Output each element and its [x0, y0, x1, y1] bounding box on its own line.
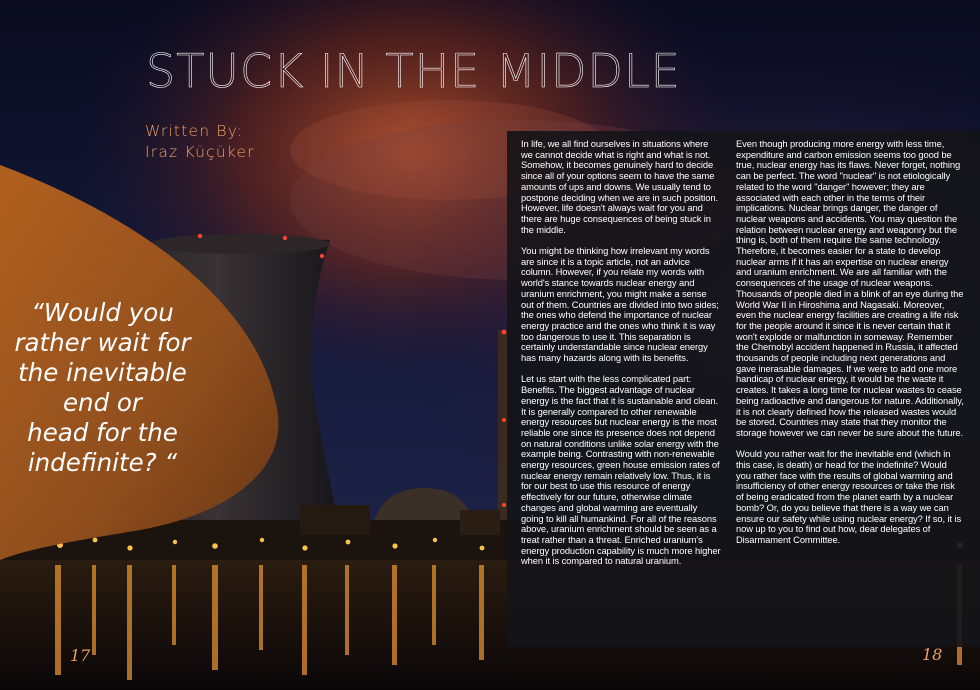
- body-paragraph: Would you rather wait for the inevitable end (which in this case, is death) or head for the indefinite? Would you rather face with the results of global warming and insufficiency of other energy resources or take the risk of being eradicated from the planet earth by a nuclear bomb? Or, do you believe that there is a way we can ensure our safety while using nuclear energy? If so, it is now up to you to find out how, dear delegates of Disarmament Committee.: [736, 448, 962, 545]
- pull-quote-line: “Would you: [31, 298, 174, 327]
- page-number-left: 17: [70, 646, 91, 665]
- body-paragraph: You might be thinking how irrelevant my words are since it is a topic article, not an advice column. However, if you relate my words with world's stance towards nuclear energy and uranium enrichment, you might make a sense out of them. Countries are divided into two sides; the ones who defend the importance of nuclear energy practice and the ones who think it is way too dangerous to use it. This separation is certainly understandable since nuclear energy has many hazards along with its benefits.: [521, 245, 719, 364]
- body-paragraph: In life, we all find ourselves in situations where we cannot decide what is right and what is not. Somehow, it becomes genuinely hard to decide since all of your options seem to have the same amounts of ups and downs. We usually tend to postpone deciding when we are in such position. However, life doesn't always wait for you and there are huge consequences of being stuck in the middle.: [521, 138, 718, 235]
- pull-quote-line: the inevitable: [18, 358, 187, 387]
- pull-quote-line: end or: [62, 388, 142, 417]
- body-column-left: [521, 139, 721, 578]
- body-column-right: [736, 139, 964, 556]
- article-title: STUCK IN THE MIDDLE: [146, 44, 681, 98]
- pull-quote-line: rather wait for: [14, 328, 191, 357]
- body-paragraph: Let us start with the less complicated part: Benefits. The biggest advantage of nuclear energy is the fact that it is sustainable and clean. It is generally compared to other renewable energy resources but nuclear energy is the most reliable one since its presence does not depend on natural conditions unlike solar energy with the example being. Contrasting with non-renewable energy resources, green house emission rates of nuclear energy remain relatively low. Thus, it is for our best to use this resource of energy effectively for our future, otherwise climate changes and global warming are eventually going to kill all humankind. For all of the reasons above, uranium enrichment should be seen as a treat rather than a threat. Enriched uranium's energy production capability is much more higher when it is compared to natural uranium.: [521, 373, 721, 567]
- author-name: Iraz Küçüker: [145, 143, 255, 161]
- byline-label: Written By:: [145, 122, 244, 140]
- pull-quote: [0, 298, 205, 478]
- pull-quote-line: head for the: [27, 418, 178, 447]
- byline: [145, 121, 255, 163]
- body-paragraph: Even though producing more energy with less time, expenditure and carbon emission seems too good be true, nuclear energy has its flaws. Never forget, nothing can be perfect. The word "nuclear" is not etiologically related to the word "danger" however; they are associated with each other in the terms of their implications. Nuclear brings danger, the danger of nuclear weapons and accidents. You may question the relation between nuclear energy and weaponry but the thing is, both of them require the same technology. Therefore, it becomes easier for a state to develop nuclear arms if it has an expertise on nuclear energy and uranium enrichment. We are all familiar with the consequences of the usage of nuclear weapons. Thousands of people died in a blink of an eye during the World War II in Hiroshima and Nagasaki. Moreover, even the nuclear energy facilities are creating a life risk for the people around it since it is never certain that it won't explode or malfunction in someway. Remember the Chernobyl accident happened in Russia, it affected thousands of people including next generations and gave inerasable damages. If we were to add one more handicap of nuclear energy, it would be the waste it creates. It takes a long time for nuclear wastes to cease being radioactive and dangerous for nature. Additionally, it is not clearly defined how the released wastes would be stored. Countries may state that they monitor the storage however we can never be sure about the future.: [736, 138, 964, 438]
- pull-quote-line: indefinite? “: [27, 448, 178, 477]
- page-number-right: 18: [922, 645, 943, 664]
